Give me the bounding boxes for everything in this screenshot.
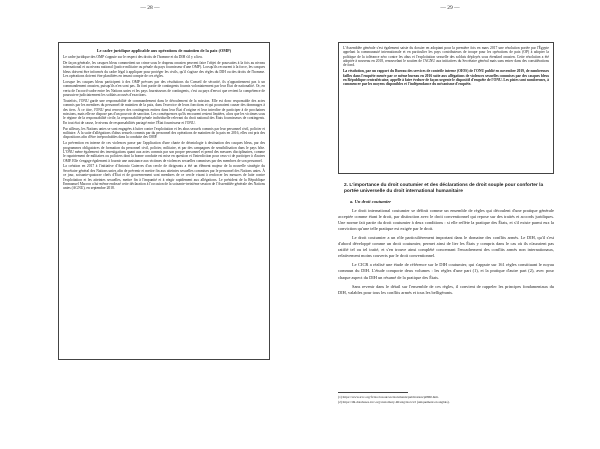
page-number-right: — 29 — <box>440 5 460 11</box>
footnote[interactable]: (2) https://ihl-databases.icrc.org/customary-ihl/eng/docs/v2 (uniquement en anglais). <box>338 400 450 404</box>
box-paragraph: La prévention en interne de ces violences passe par l'application d'une charte de déontologie à destination des casques bleus, par des programmes obligatoires de formation du personnel civil, policier, militaire, et par des campagnes de sensibilisation dans le pays hôte. L'ONU mène également des investigations quant aux actes commis par son propre personnel et prend des mesures disciplinaires, comme le rapatriement de militaires ou policiers dont la bonne conduite est mise en question et l'interdiction pour ceux-ci de participer à d'autres OMP. Elle s'engage également à fournir une assistance aux victimes de violences sexuelles commises par des membres de son personnel. <box>63 141 265 163</box>
footnote-separator <box>338 392 408 393</box>
box-title: Le cadre juridique applicable aux opérations de maintien de la paix (OMP) <box>96 48 232 53</box>
box-paragraph: Par ailleurs, les Nations unies se sont engagées à lutter contre l'exploitation et les abus sexuels commis par leur personnel civil, policier et militaire. À la suite d'allégations d'abus sexuels commis par du personnel des opérations de maintien de la paix en 2016, elles ont pris des dispositions afin d'être irréprochables dans la conduite des OMP. <box>63 126 265 140</box>
section-heading: 2. L'importance du droit coutumier et des déclarations de droit souple pour conforter la portée universelle du droit international humanitaire <box>344 183 544 194</box>
main-text <box>338 181 554 299</box>
box-paragraph: De façon générale, les casques bleus commettent un crime sous le drapeau onusien peuvent faire l'objet de poursuites à la fois au niveau international et au niveau national (justice militaire ou pénale du pays fournisseur d'une OMP). Lorsqu'ils recourent à la force, les casques bleus doivent être informés du cadre légal à appliquer pour protéger les civils, qu'il s'agisse des règles du DIH ou des droits de l'homme. Les opérations doivent être planifiées en tenant compte de ces règles. <box>63 60 265 78</box>
body-paragraph: Le droit coutumier a un rôle particulièrement important dans le domaine des conflits armés. Le DIH, qu'il s'est d'abord développé comme un droit coutumier, permet ainsi de lier les États y compris dans le cas où ils n'auraient pas ratifié tel ou tel traité, et s'en trouve ainsi complété concernant l'encadrement des conflits armés non internationaux, relativement moins couverts par le droit conventionnel. <box>338 234 554 259</box>
right-page <box>300 0 600 449</box>
footnote[interactable]: (1) https://www.icrc.org/fr/doc/resources/documents/publication/p0860.htm. <box>338 395 439 399</box>
box-paragraph: Toutefois, l'ONU garde une responsabilité de commandement dans le déroulement de la mission. Elle est donc responsable des actes commis par les membres du personnel de maintien de la paix, dans l'exercice de leurs fonctions et qui pourraient causer des dommages à des tiers. À ce titre, l'ONU peut renvoyer des contingents entiers dans leur État d'origine et leur interdire de participer à de prochaines missions, mais elle ne dispose pas d'un pouvoir de sanction. Les conséquences qu'ils encourent restent limitées, alors que les victimes sous le régime de la responsabilité civile, la responsabilité pénale individuelle relevant du droit national des États fournisseurs de contingents. En tout état de cause, le niveau de responsabilités partagé entre l'État fournisseur et l'ONU. <box>63 98 265 125</box>
body-paragraph: Le CICR a réalisé une étude de référence sur le DIH coutumier, qui s'appuie sur 161 règles constituant le noyau commun du DIH. L'étude comporte deux volumes : les règles d'une part (1), et la pratique d'autre part (2), avec pour chaque aspect du DIH un résumé de la pratique des États. <box>338 262 554 280</box>
framed-box-peacekeeping <box>58 42 270 360</box>
box-paragraph: Le cadre juridique des OMP s'appuie sur le respect des droits de l'homme et du DIH s'il y a lieu. <box>63 55 203 59</box>
body-paragraph: Le droit international coutumier se définit comme un ensemble de règles qui découlent d'une pratique générale acceptée comme étant le droit, par distinction avec le droit conventionnel qui repose sur des traités et accords juridiques. Une norme fait partie du droit coutumier à deux conditions : si elle reflète la pratique des États, et s'il existe parmi eux la conviction qu'une telle pratique est exigée par le droit. <box>338 207 554 231</box>
subsection-heading: a. Un droit coutumier <box>350 198 392 204</box>
box-paragraph: Lorsque les casques bleus participent à des OMP prévues par des résolutions du Conseil de sécurité, ils n'appartiennent pas à un commandement onusien, puisqu'ils n'en sont pas. Ils font partie de contingents fournis volontairement par leur État de nationalité. Or, en vertu de l'accord-cadre entre les Nations unies et les pays fournisseurs de contingents, c'est au pays d'envoi que revient la compétence de poursuivre judiciairement les soldats accusés d'exactions. <box>63 79 265 97</box>
box-paragraph: L'Assemblée générale s'est également saisie du dossier en adoptant pour la première fois en mars 2017 une résolution portée par l'Égypte appelant la communauté internationale et en particulier les pays contributeurs de troupe pour les opérations de paix (OP) à adopter la politique de la tolérance zéro contre les abus et l'exploitation sexuelle des soldats déployés sous étendard onusien. Cette résolution a été adoptée à nouveau en 2018, renouvelant le soutien de l'AGNU aux initiatives du Secrétaire général mais sans entrer dans des considérations de fond. <box>343 46 549 68</box>
page-number-left: — 28 — <box>140 5 160 11</box>
framed-box-continuation <box>338 42 554 174</box>
box-paragraph: La résolution, par un rapport du Bureau des services de contrôle interne (OIOS) de l'ONU publié en novembre 2019, de nombreuses failles dans l'enquête menée par ce même bureau en 2016 suite aux allégations de violences sexuelles commises par des casques bleus en République centrafricaine, appelle à faire évoluer de façon urgente le dispositif d'enquête de l'ONU. Les pistes sont nombreuses, à commencer par les moyens disponibles et l'indépendance du mécanisme d'enquête. <box>343 69 549 87</box>
box-paragraph: La création en 2017 à l'initiative d'Antonio Guterres d'un cercle de dirigeants a été un élément majeur de la nouvelle stratégie du Secrétaire général des Nations unies afin de prévenir et mettre fin aux atteintes sexuelles commises par le personnel des Nations unies. À ce jour, soixante-quatorze chefs d'État et de gouvernement sont membres de ce cercle visant à renforcer les mesures de lutte contre l'exploitation et les atteintes sexuelles, mettre fin à l'impunité et à réagir rapidement aux allégations. Le président de la République Emmanuel Macron a lui-même endossé cette déclaration à l'occasion de la soixante-treizième session de l'Assemblée générale des Nations unies (AGNU), en septembre 2018. <box>63 164 265 191</box>
body-paragraph: Sans revenir dans le détail sur l'ensemble de ces règles, il convient de rappeler les principes fondamentaux du DIH, valables pour tous les conflits armés et tous les belligérants. <box>338 283 554 295</box>
